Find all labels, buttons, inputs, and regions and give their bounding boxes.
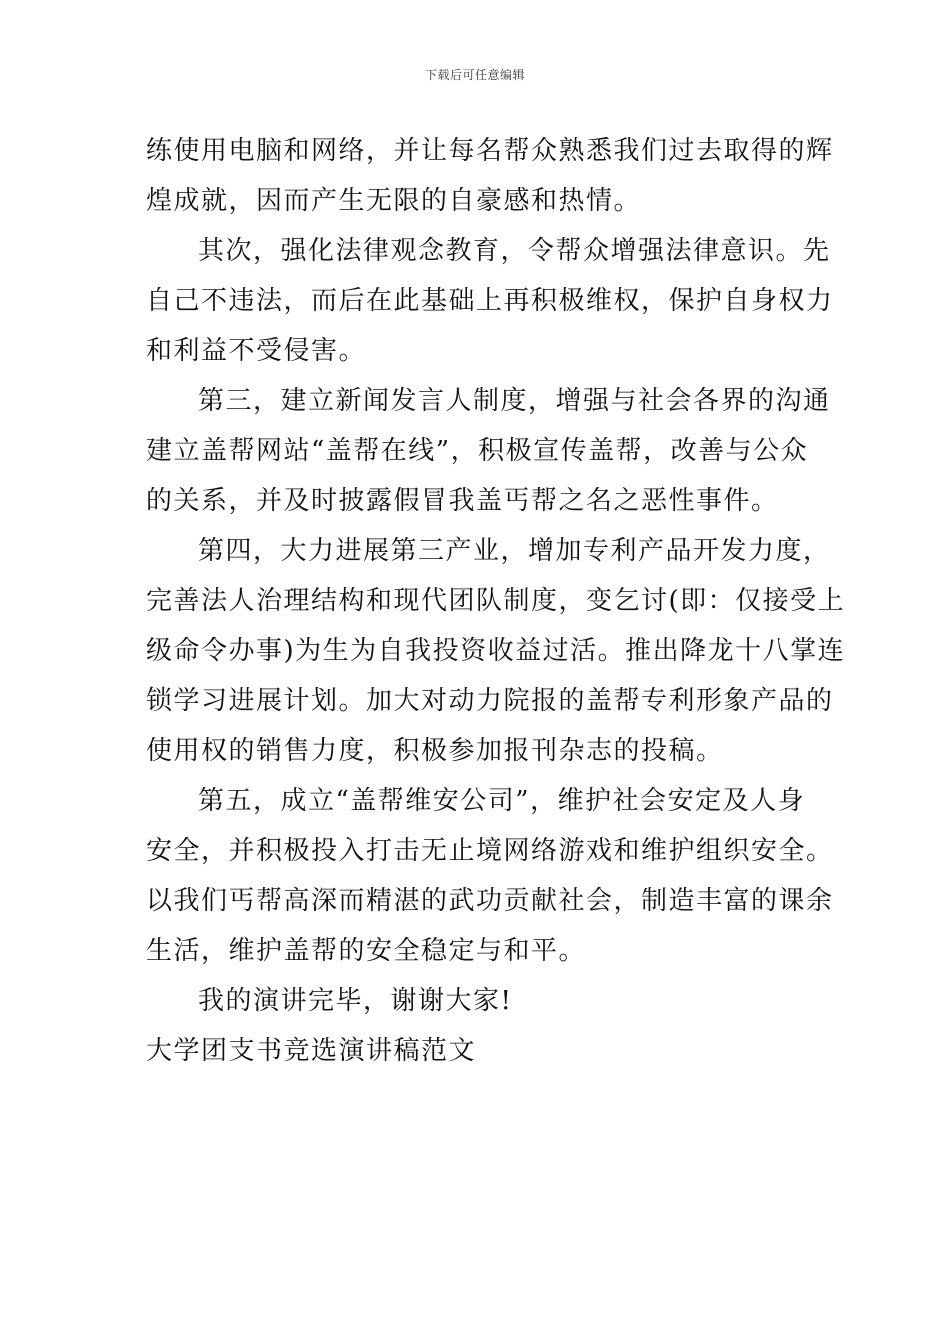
text-line: 自己不违法，而后在此基础上再积极维权，保护自身权力	[146, 286, 834, 316]
text-line: 和利益不受侵害。	[146, 336, 367, 366]
text-line: 练使用电脑和网络，并让每名帮众熟悉我们过去取得的辉	[146, 136, 834, 166]
closing-line: 我的演讲完毕，谢谢大家!	[198, 986, 513, 1016]
document-body	[146, 126, 846, 1076]
page-header: 下载后可任意编辑	[424, 68, 525, 82]
paragraph-start-line: 第四，大力进展第三产业，增加专利产品开发力度，	[198, 536, 831, 566]
paragraph-start-line: 第三，建立新闻发言人制度，增强与社会各界的沟通	[198, 386, 831, 416]
paragraph-start-line: 第五，成立“盖帮维安公司”，维护社会安定及人身	[198, 786, 806, 816]
next-document-title: 大学团支书竞选演讲稿范文	[146, 1036, 477, 1066]
text-line: 级命令办事)为生为自我投资收益过活。推出降龙十八掌连	[146, 636, 846, 666]
text-line: 生活，维护盖帮的安全稳定与和平。	[146, 936, 587, 966]
text-line: 建立盖帮网站“盖帮在线”，积极宣传盖帮，改善与公众	[146, 436, 809, 466]
paragraph-start-line: 其次，强化法律观念教育，令帮众增强法律意识。先	[198, 236, 831, 266]
text-line: 以我们丐帮高深而精湛的武功贡献社会，制造丰富的课余	[146, 886, 834, 916]
text-line: 煌成就，因而产生无限的自豪感和热情。	[146, 186, 642, 216]
text-line: 的关系，并及时披露假冒我盖丐帮之名之恶性事件。	[146, 486, 779, 516]
text-line: 锁学习进展计划。加大对动力院报的盖帮专利形象产品的	[146, 686, 834, 716]
text-line: 完善法人治理结构和现代团队制度，变乞讨(即：仅接受上	[146, 586, 846, 616]
text-line: 安全，并积极投入打击无止境网络游戏和维护组织安全。	[146, 836, 834, 866]
text-line: 使用权的销售力度，积极参加报刊杂志的投稿。	[146, 736, 724, 766]
